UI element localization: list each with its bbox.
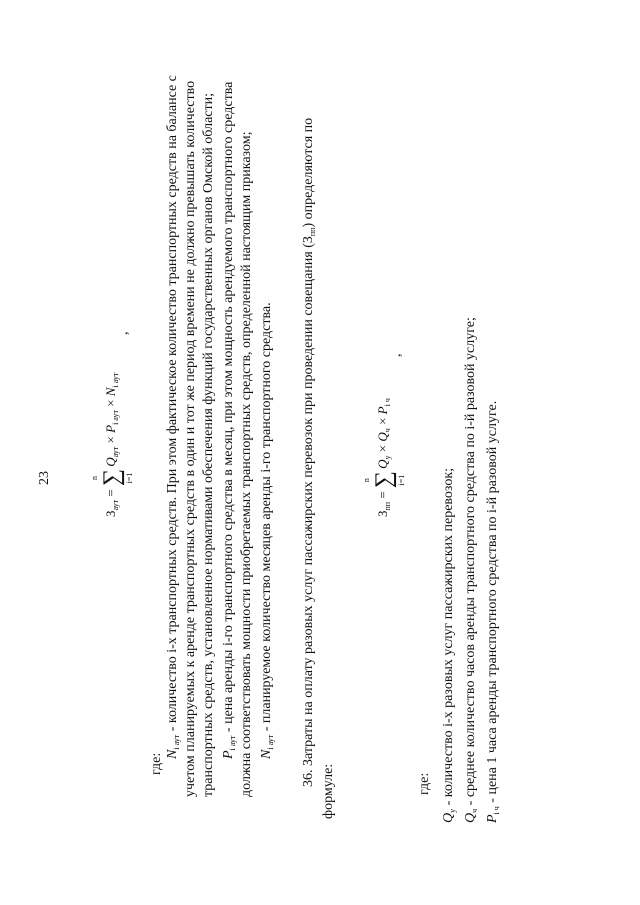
formula2-term1: $Q_у$ [374,455,392,469]
formula1-times: × [102,399,118,407]
formula2-times: × [374,417,390,425]
formula2-times: × [374,444,390,453]
formula1-lhs: $З_{аут}$ [102,499,120,517]
formula1-sum: n ∑ i=1 [90,468,134,486]
formula-passenger-transport [362,398,406,517]
def2-line-1: $Q_у$ - количество i-х разовых услуг пассажирских перевозок; [441,467,457,823]
where-label-1: где: [149,752,164,775]
def1-line-4: $P_{i аут}$ - цена аренды i-го транспортного средства в месяц, при этом мощность арендуемого транспортного средства [221,81,237,759]
formula2-term2: $Q_ч$ [374,428,392,442]
formula2-sum: n ∑ i=1 [362,470,406,489]
def1-line-5: должна соответствовать мощности приобретаемых транспортных средств, определенной настоящим приказом; [239,131,254,797]
para36-line-2: формуле: [321,763,336,819]
formula1-times: × [102,436,118,444]
formula1-term1: $Q_{аут}$ [102,446,120,467]
where-label-2: где: [417,772,432,795]
formula1-eq: = [102,489,118,497]
def2-line-2: $Q_ч$ - среднее количество часов аренды транспортного средства по i-й разовой услуге; [463,317,479,823]
formula2-trailing-comma: , [389,353,404,357]
formula2-lhs: $З_{пп}$ [374,501,392,517]
para36-line-1: 36. Затраты на оплату разовых услуг пассажирских перевозок при проведении совещания $(З_{пп})$ определяются по [301,117,317,787]
page-number: 23 [37,471,52,485]
formula2-term3: $P_{i ч}$ [374,398,392,415]
def1-line-6: $N_{i аут}$ - планируемое количество месяцев аренды i-го транспортного средства. [259,302,275,759]
formula1-trailing-comma: , [116,331,131,335]
formula-vehicle-rent [90,372,134,517]
para36-symbol: $З_{пп}$ [301,227,317,244]
def1-line-1: $N_{i аут}$ - количество i-х транспортных средств. При этом фактическое количество транспортных средств на балансе с [165,75,181,759]
formula1-term2: $P_{i аут}$ [102,410,120,433]
def2-line-3: $P_{i ч}$ - цена 1 часа аренды транспортного средства по i-й разовой услуге. [485,400,501,823]
def1-line-2: учетом планируемых к аренде транспортных средств в один и тот же период времени не должно превышать количество [183,80,198,797]
formula1-term3: $N_{i аут}$ [102,372,120,397]
def1-line-3: транспортных средств, установленное нормативами обеспечения функций государственных органов Омской области; [201,93,216,797]
formula2-eq: = [374,491,390,499]
